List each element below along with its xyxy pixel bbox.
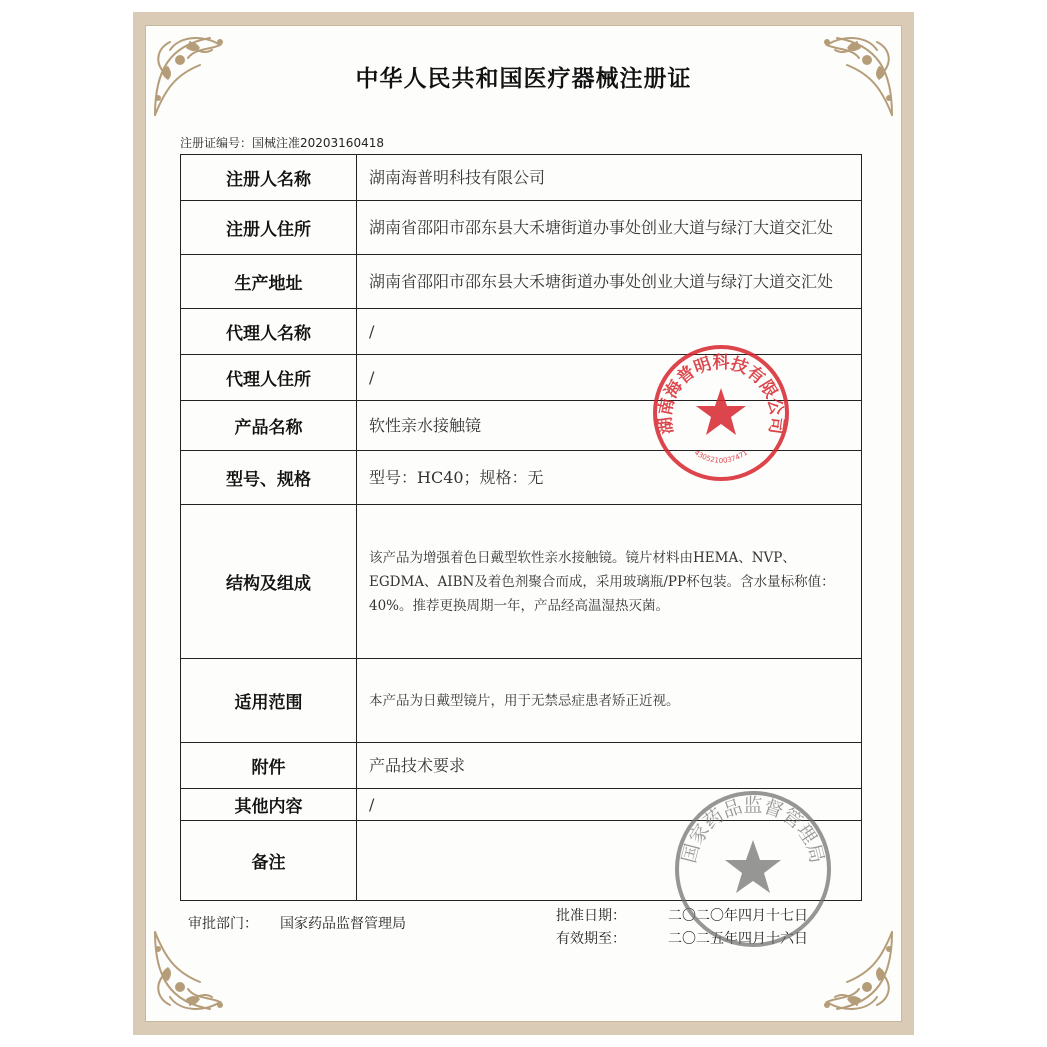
approval-department [188, 913, 428, 933]
row-value: 该产品为增强着色日戴型软性亲水接触镜。镜片材料由HEMA、NVP、EGDMA、AIBN及着色剂聚合而成，采用玻璃瓶/PP杯包装。含水量标称值：40%。推荐更换周期一年，产品经高温湿热灭菌。 [357, 505, 862, 659]
row-label: 备注 [181, 821, 357, 901]
row-label: 附件 [181, 743, 357, 789]
row-value: / [357, 355, 862, 401]
row-label: 结构及组成 [181, 505, 357, 659]
table-row [181, 255, 862, 309]
approval-department-value: 国家药品监督管理局 [280, 916, 406, 932]
table-row [181, 155, 862, 201]
svg-text:4305210037471 [693, 449, 749, 465]
row-label: 注册人住所 [181, 201, 357, 255]
valid-until-value: 二〇二五年四月十六日 [668, 931, 808, 947]
company-seal-icon [650, 342, 792, 484]
row-value: / [357, 789, 862, 821]
company-seal-code: 4305210037471 [692, 448, 750, 465]
row-value: 产品技术要求 [357, 743, 862, 789]
authority-seal-text: 国家药品监督管理局 [678, 794, 828, 866]
row-label: 型号、规格 [181, 451, 357, 505]
row-label: 生产地址 [181, 255, 357, 309]
row-label: 代理人名称 [181, 309, 357, 355]
table-row [181, 505, 862, 659]
authority-seal-icon [672, 788, 834, 950]
row-label: 适用范围 [181, 659, 357, 743]
row-value: 软性亲水接触镜 [357, 401, 862, 451]
approval-date-value: 二〇二〇年四月十七日 [668, 908, 808, 924]
table-row [181, 659, 862, 743]
approval-date-label: 批准日期： [556, 908, 626, 924]
corner-ornament-icon [150, 927, 240, 1017]
company-seal-text: 湖南海普明科技有限公司 [655, 353, 787, 436]
row-label: 其他内容 [181, 789, 357, 821]
row-label: 产品名称 [181, 401, 357, 451]
approval-department-label: 审批部门： [188, 916, 258, 932]
row-label: 代理人住所 [181, 355, 357, 401]
valid-until-label: 有效期至： [556, 931, 626, 947]
row-value: 湖南省邵阳市邵东县大禾塘街道办事处创业大道与绿汀大道交汇处 [357, 201, 862, 255]
row-value: 型号：HC40；规格：无 [357, 451, 862, 505]
row-label: 注册人名称 [181, 155, 357, 201]
row-value: 本产品为日戴型镜片，用于无禁忌症患者矫正近视。 [357, 659, 862, 743]
row-value: 湖南海普明科技有限公司 [357, 155, 862, 201]
registration-number: 注册证编号：国械注准20203160418 [180, 136, 384, 150]
table-row [181, 743, 862, 789]
row-value: / [357, 309, 862, 355]
table-row [181, 201, 862, 255]
row-value: 湖南省邵阳市邵东县大禾塘街道办事处创业大道与绿汀大道交汇处 [357, 255, 862, 309]
certificate-title: 中华人民共和国医疗器械注册证 [355, 66, 692, 92]
